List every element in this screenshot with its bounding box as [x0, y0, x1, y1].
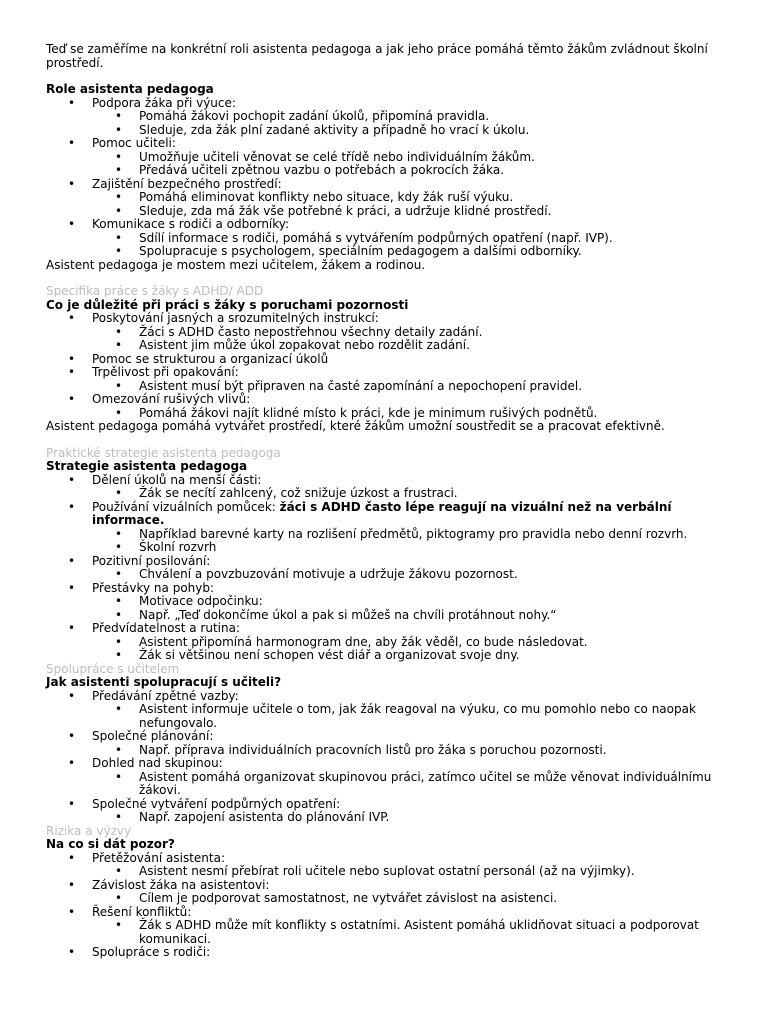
list-item: [46, 622, 726, 636]
sub-list-item-text: Žák se necítí zahlcený, což snižuje úzkost a frustraci.: [139, 486, 458, 500]
bullet-icon: •: [115, 648, 123, 662]
sub-list-item: [46, 609, 726, 623]
bullet-icon: •: [115, 810, 123, 824]
list-item-label: Používání vizuálních pomůcek:: [92, 499, 280, 514]
sub-list-item: [46, 636, 726, 650]
bullet-icon: •: [68, 472, 76, 487]
bullet-icon: •: [115, 190, 123, 204]
sub-list-item: [46, 595, 726, 609]
bullet-icon: •: [115, 607, 123, 622]
sub-list-item-text: Žáci s ADHD často nepostřehnou všechny detaily zadání.: [139, 324, 483, 339]
sub-list-item-text: Pomáhá žákovi najít klidné místo k práci, kde je minimum rušivých podnětů.: [139, 405, 598, 420]
sub-list-item: [46, 744, 726, 758]
sub-list-item: [46, 541, 726, 555]
bullet-icon: •: [68, 850, 76, 865]
bullet-icon: •: [68, 756, 76, 770]
bullet-icon: •: [68, 580, 76, 595]
sub-list-item-text: Spolupracuje s psychologem, speciálním pedagogem a dalšími odborníky.: [139, 244, 582, 258]
list-item: [46, 366, 726, 380]
list-item-label: Závislost žáka na asistentovi:: [92, 877, 270, 892]
bullet-list: [46, 690, 726, 825]
section-heading: Jak asistenti spolupracují s učiteli?: [46, 675, 282, 689]
section-title: Praktické strategie asistenta pedagoga: [46, 445, 281, 460]
list-item-label: Omezování rušivých vlivů:: [92, 392, 251, 406]
sub-list-item-text: Např. příprava individuálních pracovních listů pro žáka s poruchou pozornosti.: [139, 742, 607, 757]
sub-list-item-text: Např. „Teď dokončíme úkol a pak si můžeš na chvíli protáhnout nohy.“: [139, 607, 557, 622]
list-item-label: Společné vytváření podpůrných opatření:: [92, 796, 341, 811]
sub-list-item-text: Asistent informuje učitele o tom, jak žák reagoval na výuku, co mu pomohlo nebo co naopak nefungovalo.: [139, 702, 696, 730]
sub-list-item: [46, 407, 726, 421]
bullet-icon: •: [68, 351, 76, 366]
sub-list-item-text: Žák si většinou není schopen vést diář a organizovat svoje dny.: [139, 648, 520, 662]
bullet-icon: •: [115, 567, 123, 581]
sub-list-item: [46, 703, 726, 730]
sub-list-item-text: Pomáhá žákovi pochopit zadání úkolů, připomíná pravidla.: [139, 109, 490, 123]
sub-list-item: [46, 151, 726, 165]
section-spacer: [46, 434, 726, 447]
bullet-icon: •: [115, 526, 123, 541]
bullet-icon: •: [68, 217, 76, 231]
bullet-icon: •: [115, 540, 123, 554]
sub-list-item: [46, 528, 726, 542]
sub-list-item: [46, 487, 726, 501]
list-item: [46, 353, 726, 367]
bullet-icon: •: [68, 311, 76, 325]
list-item: [46, 582, 726, 596]
list-item: [46, 946, 726, 960]
list-item-label: Komunikace s rodiči a odborníky:: [92, 217, 290, 231]
list-item: [46, 393, 726, 407]
list-item-label: Dělení úkolů na menší části:: [92, 472, 262, 487]
sub-list-item: [46, 326, 726, 340]
list-item: [46, 555, 726, 569]
bullet-icon: •: [68, 136, 76, 150]
sub-list-item-text: Chválení a povzbuzování motivuje a udržuje žákovu pozornost.: [139, 567, 518, 581]
bullet-icon: •: [68, 365, 76, 379]
sub-list-item-text: Sleduje, zda má žák vše potřebné k práci, a udržuje klidné prostředí.: [139, 203, 552, 218]
list-item: [46, 730, 726, 744]
document-body: [46, 43, 726, 960]
sub-list-item: [46, 568, 726, 582]
sub-list-item-text: Asistent pomáhá organizovat skupinovou práci, zatímco učitel se může věnovat individuálnímu žákovi.: [139, 769, 712, 797]
sub-list-item: [46, 164, 726, 178]
sub-list-item-text: Asistent jim může úkol zopakovat nebo rozdělit zadání.: [139, 338, 470, 352]
list-item-label: Dohled nad skupinou:: [92, 756, 223, 770]
sub-list-item-text: Sleduje, zda žák plní zadané aktivity a případně ho vrací k úkolu.: [139, 122, 530, 137]
section-conclusion: Asistent pedagoga je mostem mezi učitelem, žákem a rodinou.: [46, 257, 426, 272]
bullet-icon: •: [115, 163, 123, 177]
section-title: Spolupráce s učitelem: [46, 661, 180, 676]
bullet-icon: •: [115, 594, 123, 608]
sub-list-item: [46, 191, 726, 205]
bullet-icon: •: [115, 122, 123, 137]
list-item-label: Podpora žáka při výuce:: [92, 95, 236, 110]
list-item-label: Pozitivní posilování:: [92, 553, 211, 568]
sub-list-item: [46, 771, 726, 798]
bullet-icon: •: [68, 553, 76, 568]
list-item-label: Pomoc se strukturou a organizací úkolů: [92, 351, 329, 366]
bullet-icon: •: [115, 149, 123, 164]
sub-list-item: [46, 124, 726, 138]
sub-list-item-text: Sdílí informace s rodiči, pomáhá s vytvářením podpůrných opatření (např. IVP).: [139, 230, 613, 245]
list-item: [46, 137, 726, 151]
section-heading: Na co si dát pozor?: [46, 837, 175, 851]
bullet-icon: •: [68, 621, 76, 635]
sub-list-item: [46, 205, 726, 219]
sub-list-item: [46, 380, 726, 394]
bullet-icon: •: [68, 729, 76, 743]
bullet-icon: •: [68, 796, 76, 811]
list-item: [46, 97, 726, 111]
list-item-label: Řešení konfliktů:: [92, 904, 192, 919]
bullet-icon: •: [115, 742, 123, 757]
sub-list-item: [46, 245, 726, 259]
list-item-label: Společné plánování:: [92, 729, 214, 743]
list-item-label: Předvídatelnost a rutina:: [92, 621, 240, 635]
section-heading: Strategie asistenta pedagoga: [46, 459, 248, 473]
bullet-icon: •: [115, 702, 123, 716]
list-item-emphasis: žáci s ADHD často lépe reagují na vizuální než na verbální informace.: [92, 499, 672, 527]
sub-list-item-text: Žák s ADHD může mít konflikty s ostatními. Asistent pomáhá uklidňovat situaci a podporovat komunikaci.: [139, 918, 699, 946]
list-item: [46, 178, 726, 192]
intro-paragraph: Teď se zaměříme na konkrétní roli asistenta pedagoga a jak jeho práce pomáhá těmto žákům zvládnout školní prostředí.: [46, 42, 708, 70]
bullet-list: [46, 852, 726, 960]
bullet-icon: •: [68, 877, 76, 892]
sub-list-item-text: Umožňuje učiteli věnovat se celé třídě nebo individuálním žákům.: [139, 149, 535, 164]
sub-list-item: [46, 919, 726, 946]
list-item: [46, 312, 726, 326]
sub-list-item: [46, 339, 726, 353]
section-title: Specifika práce s žáky s ADHD/ ADD: [46, 284, 264, 298]
bullet-icon: •: [115, 109, 123, 123]
bullet-icon: •: [115, 864, 123, 878]
list-item-label: Pomoc učiteli:: [92, 136, 176, 150]
list-item: [46, 218, 726, 232]
sub-list-item-text: Například barevné karty na rozlišení předmětů, piktogramy pro pravidla nebo denní rozvrh.: [139, 526, 688, 541]
sub-list-item: [46, 232, 726, 246]
list-item-label: Poskytování jasných a srozumitelných instrukcí:: [92, 311, 379, 325]
bullet-icon: •: [115, 918, 123, 932]
sub-list-item: [46, 892, 726, 906]
bullet-icon: •: [115, 634, 123, 649]
sub-list-item-text: Předává učiteli zpětnou vazbu o potřebách a pokrocích žáka.: [139, 163, 505, 177]
section-heading: Role asistenta pedagoga: [46, 82, 214, 96]
list-item-label: Předávání zpětné vazby:: [92, 688, 239, 703]
list-item: [46, 757, 726, 771]
sub-list-item: [46, 811, 726, 825]
section-heading: Co je důležité při práci s žáky s poruchami pozornosti: [46, 297, 409, 312]
bullet-icon: •: [68, 176, 76, 191]
bullet-icon: •: [68, 904, 76, 919]
sub-list-item-text: Školní rozvrh: [139, 540, 217, 554]
sub-list-item: [46, 649, 726, 663]
bullet-icon: •: [115, 891, 123, 905]
bullet-icon: •: [68, 499, 76, 514]
list-item: [46, 501, 726, 528]
list-item-label: Přestávky na pohyb:: [92, 580, 215, 595]
bullet-icon: •: [115, 324, 123, 339]
list-item: [46, 690, 726, 704]
bullet-icon: •: [68, 95, 76, 110]
bullet-list: [46, 474, 726, 663]
bullet-icon: •: [68, 392, 76, 406]
bullet-icon: •: [115, 338, 123, 352]
bullet-list: [46, 312, 726, 420]
section-conclusion: Asistent pedagoga pomáhá vytvářet prostředí, které žákům umožní soustředit se a pracovat efektivně.: [46, 419, 665, 433]
sub-list-item-text: Asistent nesmí přebírat roli učitele nebo suplovat ostatní personál (až na výjimky).: [139, 864, 635, 878]
bullet-icon: •: [115, 244, 123, 258]
list-item: [46, 852, 726, 866]
list-item: [46, 906, 726, 920]
list-item-label: Zajištění bezpečného prostředí:: [92, 176, 282, 191]
list-item: [46, 879, 726, 893]
bullet-icon: •: [68, 688, 76, 703]
bullet-icon: •: [115, 230, 123, 245]
list-item-label: Spolupráce s rodiči:: [92, 945, 211, 959]
sub-list-item-text: Cílem je podporovat samostatnost, ne vytvářet závislost na asistenci.: [139, 891, 558, 905]
sub-list-item-text: Asistent musí být připraven na časté zapomínání a nepochopení pravidel.: [139, 378, 583, 393]
list-item-label: Trpělivost při opakování:: [92, 365, 239, 379]
sub-list-item: [46, 110, 726, 124]
sub-list-item: [46, 865, 726, 879]
section-title: Rizika a výzvy: [46, 823, 132, 838]
bullet-icon: •: [115, 378, 123, 393]
bullet-icon: •: [115, 486, 123, 500]
sub-list-item-text: Motivace odpočinku:: [139, 594, 263, 608]
sub-list-item-text: Pomáhá eliminovat konflikty nebo situace, kdy žák ruší výuku.: [139, 190, 514, 204]
list-item-label: Přetěžování asistenta:: [92, 850, 226, 865]
bullet-icon: •: [115, 203, 123, 218]
sub-list-item-text: Např. zapojení asistenta do plánování IVP.: [139, 810, 390, 824]
list-item: [46, 798, 726, 812]
sub-list-item-text: Asistent připomíná harmonogram dne, aby žák věděl, co bude následovat.: [139, 634, 588, 649]
bullet-icon: •: [115, 769, 123, 784]
bullet-list: [46, 97, 726, 259]
bullet-icon: •: [68, 945, 76, 959]
bullet-icon: •: [115, 405, 123, 420]
list-item: [46, 474, 726, 488]
